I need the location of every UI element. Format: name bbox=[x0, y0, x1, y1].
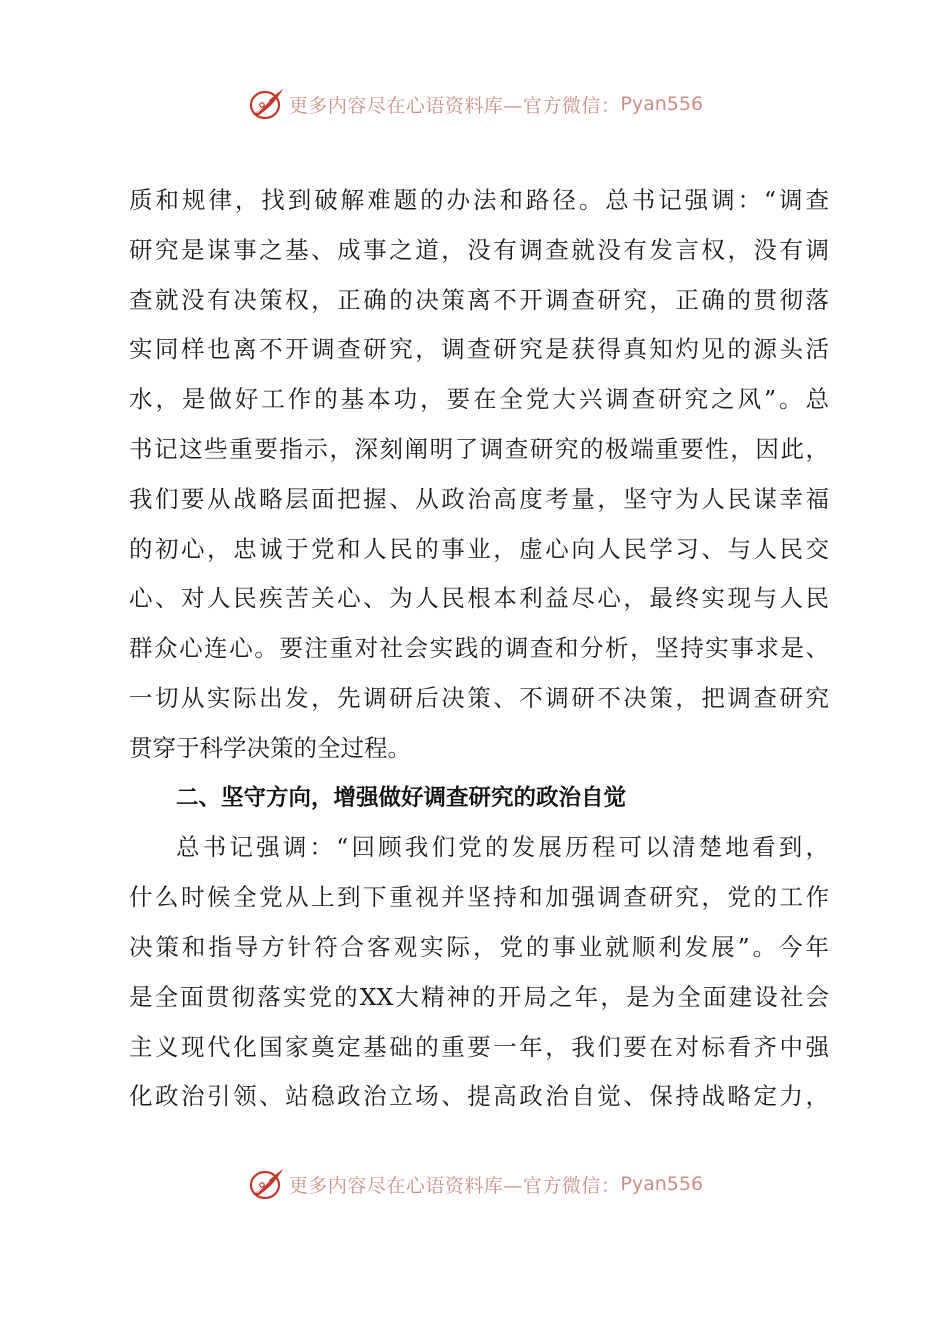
body-line: 一切从实际出发，先调研后决策、不调研不决策，把调查研究 bbox=[129, 683, 829, 712]
section-line: 决策和指导方针符合客观实际，党的事业就顺利发展”。今年 bbox=[129, 932, 829, 961]
footer-watermark bbox=[0, 1164, 950, 1204]
section-line: 主义现代化国家奠定基础的重要一年，我们要在对标看齐中强 bbox=[129, 1032, 829, 1061]
watermark-text: 更多内容尽在心语资料库—官方微信： bbox=[288, 1174, 621, 1197]
watermark-account: Pyan556 bbox=[620, 93, 704, 115]
body-line: 质和规律，找到破解难题的办法和路径。总书记强调：“调查 bbox=[129, 186, 829, 214]
watermark-account: Pyan556 bbox=[620, 1173, 704, 1195]
body-line: 的初心，忠诚于党和人民的事业，虚心向人民学习、与人民交 bbox=[129, 534, 829, 563]
section-line: 总书记强调：“回顾我们党的发展历程可以清楚地看到， bbox=[176, 833, 829, 862]
body-line: 水，是做好工作的基本功，要在全党大兴调查研究之风”。总 bbox=[129, 385, 829, 414]
body-line: 我们要从战略层面把握、从政治高度考量，坚守为人民谋幸福 bbox=[129, 484, 829, 513]
watermark-text: 更多内容尽在心语资料库—官方微信： bbox=[288, 94, 621, 117]
header-watermark bbox=[0, 84, 950, 124]
section-heading: 二、坚守方向，增强做好调查研究的政治自觉 bbox=[176, 784, 627, 811]
section-line: 什么时候全党从上到下重视并坚持和加强调查研究，党的工作 bbox=[129, 883, 829, 912]
section-line: 化政治引领、站稳政治立场、提高政治自觉、保持战略定力， bbox=[129, 1082, 829, 1111]
body-line: 查就没有决策权，正确的决策离不开调查研究，正确的贯彻落 bbox=[129, 285, 829, 314]
body-line: 心、对人民疾苦关心、为人民根本利益尽心，最终实现与人民 bbox=[129, 584, 829, 613]
body-line: 贯穿于科学决策的全过程。 bbox=[129, 733, 411, 762]
body-line: 群众心连心。要注重对社会实践的调查和分析，坚持实事求是、 bbox=[129, 634, 829, 663]
body-line: 实同样也离不开调查研究，调查研究是获得真知灼见的源头活 bbox=[129, 335, 829, 364]
section-line: 是全面贯彻落实党的XX大精神的开局之年，是为全面建设社会 bbox=[129, 982, 829, 1011]
body-line: 研究是谋事之基、成事之道，没有调查就没有发言权，没有调 bbox=[129, 235, 829, 264]
quill-pen-logo-icon bbox=[247, 1165, 287, 1203]
document-body bbox=[129, 176, 829, 1122]
quill-pen-logo-icon bbox=[247, 85, 287, 123]
body-line: 书记这些重要指示，深刻阐明了调查研究的极端重要性，因此， bbox=[129, 434, 829, 463]
